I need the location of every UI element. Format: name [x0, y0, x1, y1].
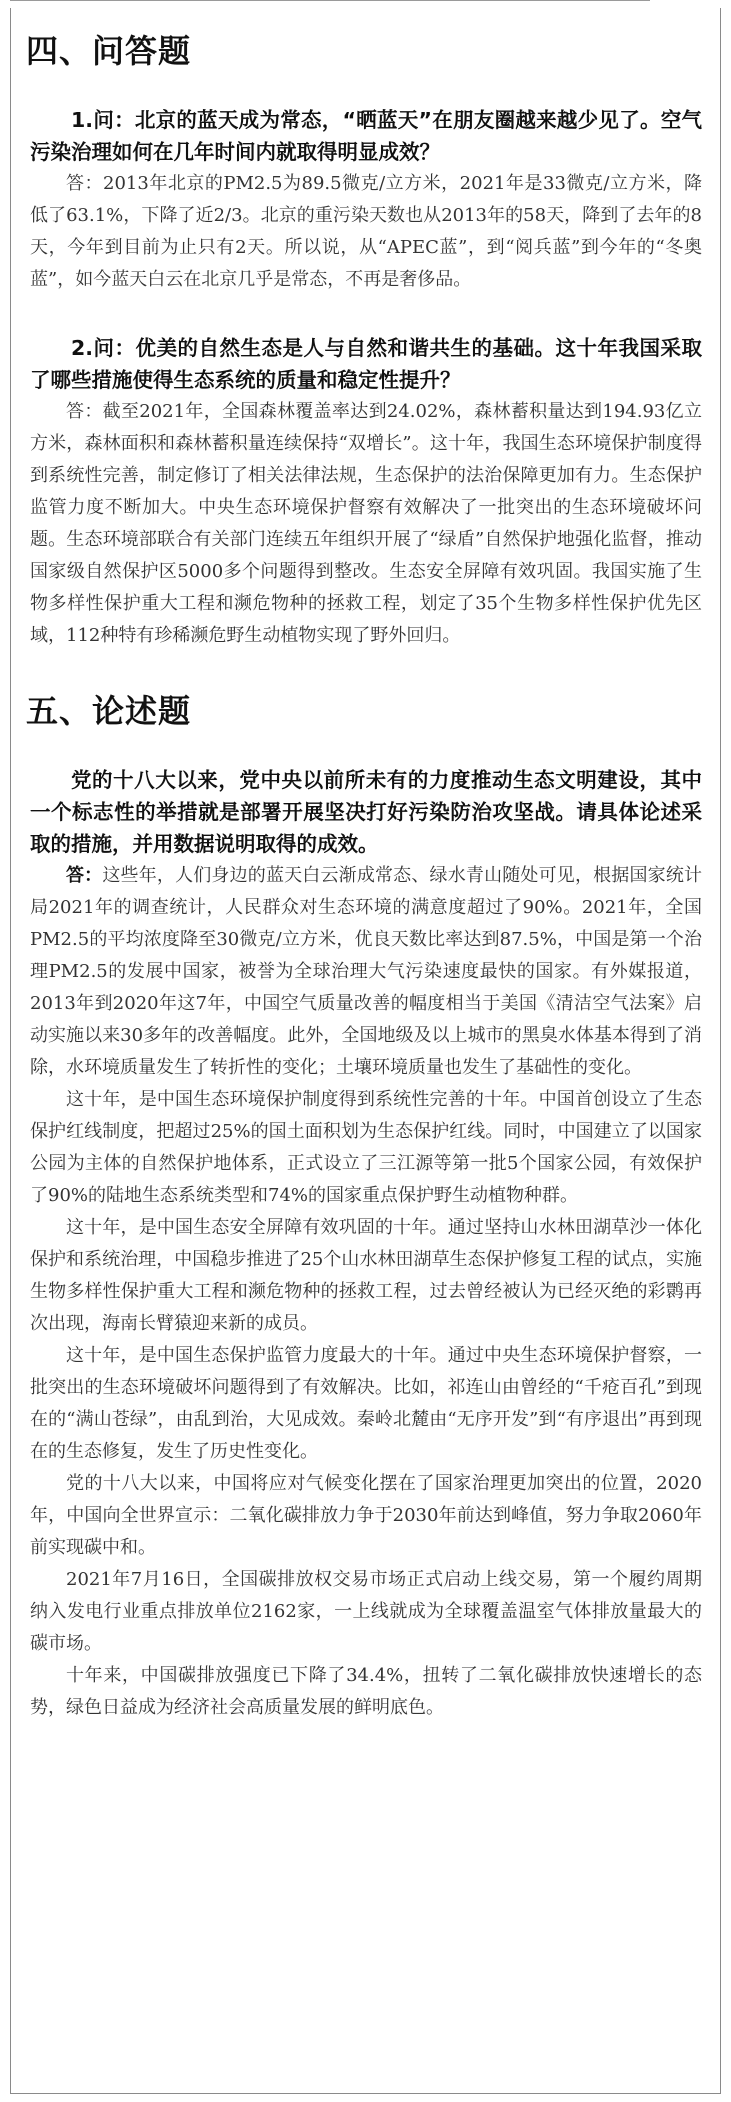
essay-answer-paragraph-5: 党的十八大以来，中国将应对气候变化摆在了国家治理更加突出的位置，2020年，中国向全世界宣示：二氧化碳排放力争于2030年前达到峰值，努力争取2060年前实现碳中和。 — [30, 1473, 702, 1558]
essay-question: 党的十八大以来，党中央以前所未有的力度推动生态文明建设，其中一个标志性的举措就是部署开展坚决打好污染防治攻坚战。请具体论述采取的措施，并用数据说明取得的成效。 — [30, 768, 702, 856]
essay-answer-paragraph-2: 这十年，是中国生态环境保护制度得到系统性完善的十年。中国首创设立了生态保护红线制度，把超过25%的国土面积划为生态保护红线。同时，中国建立了以国家公园为主体的自然保护地体系，正式设立了三江源等第一批5个国家公园，有效保护了90%的陆地生态系统类型和74%的国家重点保护野生动植物种群。 — [30, 1089, 702, 1206]
section-5-title: 五、论述题 — [26, 692, 192, 730]
top-rule — [10, 0, 650, 1]
essay-answer-paragraph-7: 十年来，中国碳排放强度已下降了34.4%，扭转了二氧化碳排放快速增长的态势，绿色日益成为经济社会高质量发展的鲜明底色。 — [30, 1665, 702, 1718]
essay-answer-paragraph-6: 2021年7月16日，全国碳排放权交易市场正式启动上线交易，第一个履约周期纳入发电行业重点排放单位2162家，一上线就成为全球覆盖温室气体排放量最大的碳市场。 — [30, 1569, 702, 1654]
answer-1: 答：2013年北京的PM2.5为89.5微克/立方米，2021年是33微克/立方米，降低了63.1%，下降了近2/3。北京的重污染天数也从2013年的58天，降到了去年的8天，今年到目前为止只有2天。所以说，从“APEC蓝”，到“阅兵蓝”到今年的“冬奥蓝”，如今蓝天白云在北京几乎是常态，不再是奢侈品。 — [30, 173, 702, 290]
essay-answer-paragraph-3: 这十年，是中国生态安全屏障有效巩固的十年。通过坚持山水林田湖草沙一体化保护和系统治理，中国稳步推进了25个山水林田湖草生态保护修复工程的试点，实施生物多样性保护重大工程和濒危物种的拯救工程，过去曾经被认为已经灭绝的彩鹮再次出现，海南长臂猿迎来新的成员。 — [30, 1217, 702, 1334]
section-4-title: 四、问答题 — [26, 32, 192, 70]
document-body — [22, 28, 702, 1724]
answer-2: 答：截至2021年，全国森林覆盖率达到24.02%，森林蓄积量达到194.93亿立方米，森林面积和森林蓄积量连续保持“双增长”。这十年，我国生态环境保护制度得到系统性完善，制定修订了相关法律法规，生态保护的法治保障更加有力。生态保护监管力度不断加大。中央生态环境保护督察有效解决了一批突出的生态环境破坏问题。生态环境部联合有关部门连续五年组织开展了“绿盾”自然保护地强化监督，推动国家级自然保护区5000多个问题得到整改。生态安全屏障有效巩固。我国实施了生物多样性保护重大工程和濒危物种的拯救工程，划定了35个生物多样性保护优先区域，112种特有珍稀濒危野生动植物实现了野外回归。 — [30, 401, 702, 646]
essay-answer-text: 这些年，人们身边的蓝天白云渐成常态、绿水青山随处可见，根据国家统计局2021年的调查统计，人民群众对生态环境的满意度超过了90%。2021年，全国PM2.5的平均浓度降至30微克/立方米，优良天数比率达到87.5%，中国是第一个治理PM2.5的发展中国家，被誉为全球治理大气污染速度最快的国家。有外媒报道，2013年到2020年这7年，中国空气质量改善的幅度相当于美国《清洁空气法案》启动实施以来30多年的改善幅度。此外，全国地级及以上城市的黑臭水体基本得到了消除，水环境质量发生了转折性的变化；土壤环境质量也发生了基础性的变化。 — [30, 865, 703, 1078]
question-2: 2.问：优美的自然生态是人与自然和谐共生的基础。这十年我国采取了哪些措施使得生态系统的质量和稳定性提升？ — [30, 336, 702, 392]
answer-label: 答： — [66, 865, 103, 886]
question-1: 1.问：北京的蓝天成为常态，“晒蓝天”在朋友圈越来越少见了。空气污染治理如何在几年时间内就取得明显成效？ — [30, 108, 702, 164]
essay-answer-paragraph-4: 这十年，是中国生态保护监管力度最大的十年。通过中央生态环境保护督察，一批突出的生态环境破坏问题得到了有效解决。比如，祁连山由曾经的“千疮百孔”到现在的“满山苍绿”，由乱到治，大见成效。秦岭北麓由“无序开发”到“有序退出”再到现在的生态修复，发生了历史性变化。 — [30, 1345, 702, 1462]
essay-answer-paragraph-1 — [30, 860, 702, 1084]
